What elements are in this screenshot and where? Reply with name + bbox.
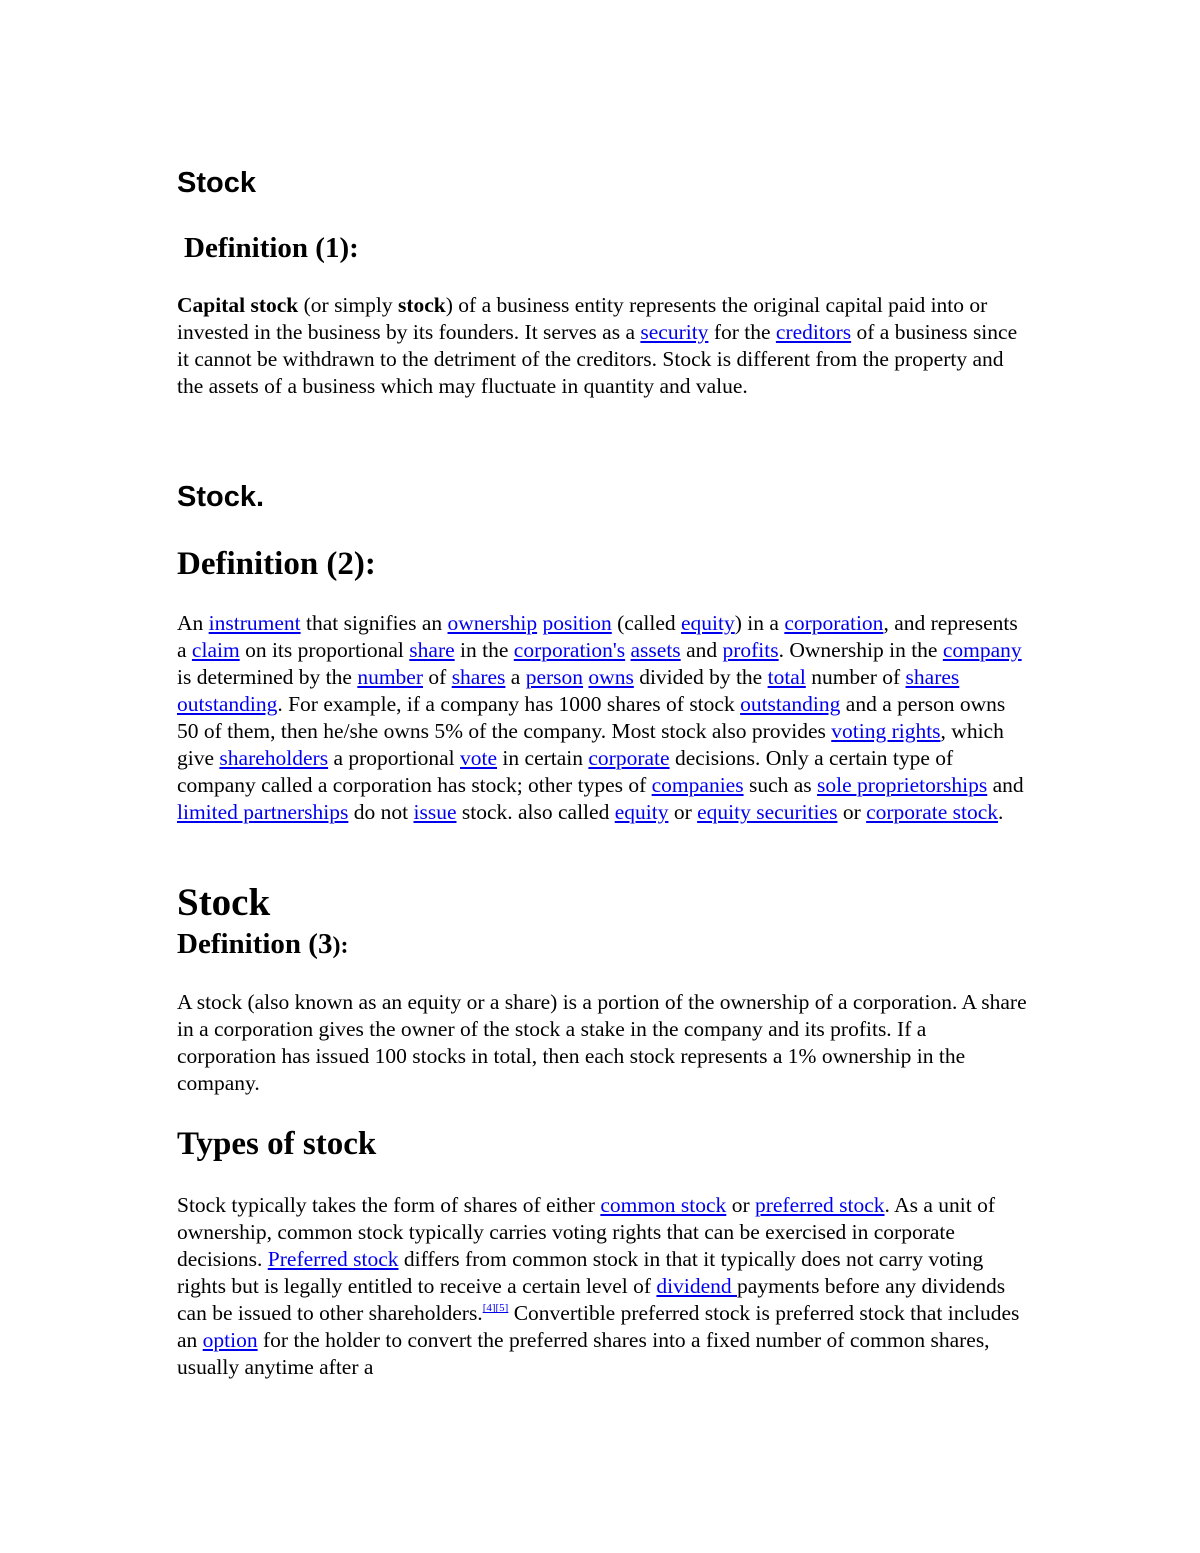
section1-definition-heading: Definition (1): [184,232,359,264]
citation-link[interactable]: [4][5] [482,1302,509,1314]
link-preferred-stock[interactable]: preferred stock [754,1193,885,1217]
link-preferred-stock[interactable]: Preferred stock [267,1247,399,1271]
link-corporation[interactable]: corporation [784,611,884,635]
link-option[interactable]: option [202,1328,258,1352]
section2-title: Stock. [177,481,265,513]
section3-title: Stock [177,881,271,924]
link-profits[interactable]: profits [722,638,779,662]
link-corporate-stock[interactable]: corporate stock [866,800,999,824]
link-instrument[interactable]: instrument [208,611,301,635]
link-dividend[interactable]: dividend [656,1274,738,1298]
section3-definition-main: Definition (3 [177,928,333,960]
section1-paragraph: Capital stock (or simply stock) of a business entity represents the original capital paid into or invested in the business by its founders. It serves as a security for the creditors of a business since it cannot be withdrawn to the detriment of the creditors. Stock is different from the property and the assets of a business which may fluctuate in quantity and value. [177,293,1018,398]
link-company[interactable]: company [942,638,1022,662]
link-corporate[interactable]: corporate [588,746,670,770]
link-total[interactable]: total [767,665,806,689]
section2-paragraph: An instrument that signifies an ownership position (called equity) in a corporation, and represents a claim on its proportional share in the corporation's assets and profits. Ownership in the company is determined by the number of shares a person owns divided by the total number of shares outstanding. For example, if a company has 1000 shares of stock outstanding and a person owns 50 of them, then he/she owns 5% of the company. Most stock also provides voting rights, which give shareholders a proportional vote in certain corporate decisions. Only a certain type of company called a corporation has stock; other types of companies such as sole proprietorships and limited partnerships do not issue stock. also called equity or equity securities or corporate stock. [177,611,1024,824]
section3-definition-heading [177,926,348,964]
link-issue[interactable]: issue [413,800,457,824]
bold-term: Capital stock [177,293,299,317]
section2-definition-heading: Definition (2): [177,546,376,582]
section4-paragraph: Stock typically takes the form of shares of either common stock or preferred stock. As a unit of ownership, common stock typically carries voting rights that can be exercised in corporate decisions. Preferred stock differs from common stock in that it typically does not carry voting rights but is legally entitled to receive a certain level of dividend payments before any dividends can be issued to other shareholders.[4][5] Convertible preferred stock is preferred stock that includes an option for the holder to convert the preferred shares into a fixed number of common shares, usually anytime after a [177,1193,1020,1379]
link-equity[interactable]: equity [614,800,669,824]
link-creditors[interactable]: creditors [775,320,852,344]
link-owns[interactable]: owns [588,665,634,689]
link-equity-securities[interactable]: equity securities [697,800,838,824]
link-limited-partnerships[interactable]: limited partnerships [177,800,349,824]
link-number[interactable]: number [357,665,424,689]
link-equity[interactable]: equity [681,611,735,635]
link-security[interactable]: security [640,320,709,344]
link-person[interactable]: person [525,665,584,689]
link-voting-rights[interactable]: voting rights [831,719,941,743]
link-companies[interactable]: companies [651,773,744,797]
link-claim[interactable]: claim [191,638,240,662]
link-vote[interactable]: vote [460,746,498,770]
link-sole-proprietorships[interactable]: sole proprietorships [817,773,988,797]
section3-paragraph: A stock (also known as an equity or a share) is a portion of the ownership of a corporation. A share in a corporation gives the owner of the stock a stake in the company and its profits. If a corporation has issued 100 stocks in total, then each stock represents a 1% ownership in the company. [177,990,1027,1095]
link-ownership[interactable]: ownership [447,611,538,635]
link-outstanding[interactable]: outstanding [740,692,841,716]
link-assets[interactable]: assets [630,638,681,662]
link-position[interactable]: position [542,611,612,635]
link-corporation-s[interactable]: corporation's [513,638,626,662]
link-shares[interactable]: shares [451,665,506,689]
section3-definition-tail: ): [332,933,349,959]
section4-title: Types of stock [177,1126,377,1162]
section1-title: Stock [177,167,256,199]
citation-superscript [483,1302,509,1314]
link-share[interactable]: share [409,638,455,662]
bold-term: stock [397,293,446,317]
link-shareholders[interactable]: shareholders [219,746,329,770]
link-shares-outstanding[interactable]: shares outstanding [177,665,960,716]
link-common-stock[interactable]: common stock [600,1193,727,1217]
